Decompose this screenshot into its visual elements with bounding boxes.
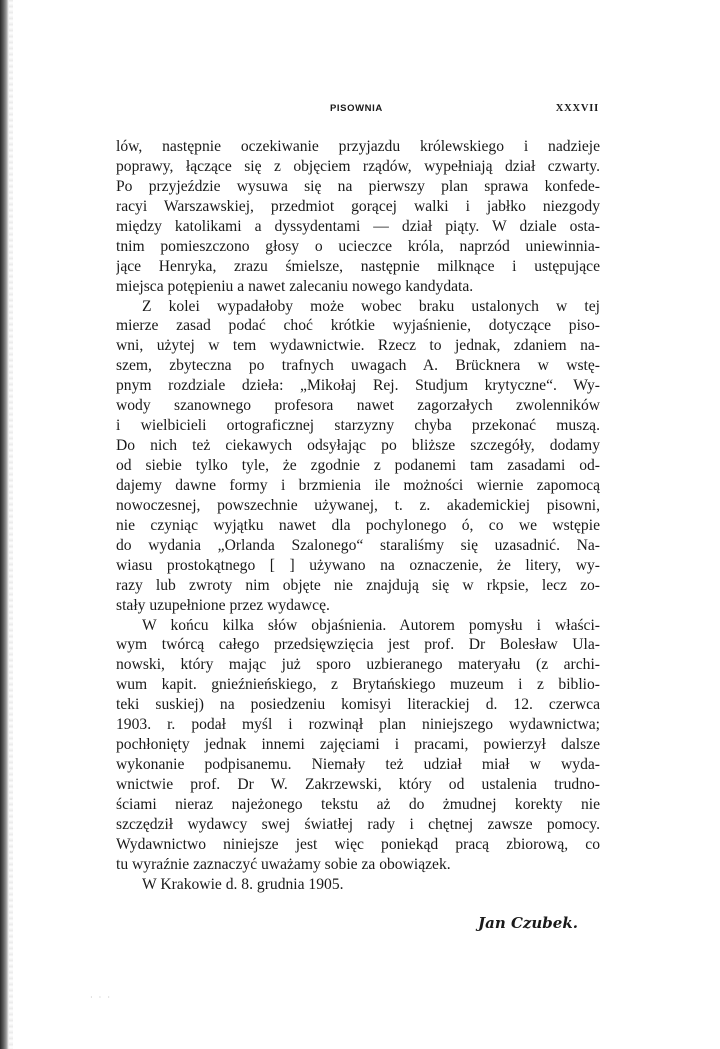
text-line: Do nich też ciekawych odsyłając po bliższe szczegóły, dodamy — [116, 437, 600, 455]
text-line: wiasu prostokątnego [ ] używano na oznaczenie, że litery, wy- — [116, 556, 600, 574]
running-title: PISOWNIA — [330, 103, 383, 114]
text-line: pnym rozdziale dzieła: „Mikołaj Rej. Studjum krytyczne“. Wy- — [116, 377, 600, 395]
text-line: mierze zasad podać choć krótkie wyjaśnienie, dotyczące piso- — [116, 317, 600, 335]
page-edge-texture — [9, 0, 13, 1049]
text-line: nie czyniąc wyjątku nawet dla pochylonego ó, co we wstępie — [116, 516, 600, 534]
text-line: 1903. r. podał myśl i rozwinął plan niniejszego wydawnictwa; — [116, 716, 600, 734]
text-line: nowoczesnej, powszechnie używanej, t. z. akademickiej pisowni, — [116, 496, 600, 514]
text-line: między katolikami a dyssydentami — dział piąty. W dziale osta- — [116, 217, 600, 235]
text-line: od siebie tylko tyle, że zgodnie z podanemi tam zasadami od- — [116, 457, 600, 474]
text-line: teki suskiej) na posiedzeniu komisyi literackiej d. 12. czerwca — [116, 696, 600, 714]
text-line: Po przyjeździe wysuwa się na pierwszy plan sprawa konfede- — [116, 177, 600, 195]
text-line: i wielbicieli ortograficznej starzyzny chyba przekonać muszą. — [116, 417, 600, 435]
text-line: razy lub zwroty nim objęte nie znajdują się w rkpsie, lecz zo- — [116, 576, 600, 594]
page-header — [116, 103, 599, 119]
text-line: szczędził wydawcy swej światłej rady i chętnej zawsze pomocy. — [116, 815, 600, 833]
author-signature: Jan Czubek. — [478, 914, 578, 932]
text-line: dajemy dawne formy i brzmienia ile możności wiernie zapomocą — [116, 476, 600, 494]
text-line: wnictwie prof. Dr W. Zakrzewski, który od ustalenia trudno- — [116, 776, 600, 793]
date-line: W Krakowie d. 8. grudnia 1905. — [142, 875, 344, 893]
text-line: wni, użytej w tem wydawnictwie. Rzecz to jednak, zdaniem na- — [116, 337, 600, 355]
page-number: XXXVII — [555, 103, 599, 114]
text-line: do wydania „Orlanda Szalonego“ staraliśmy się uzasadnić. Na- — [116, 536, 600, 554]
text-line: miejsca potępieniu a nawet zalecaniu nowego kandydata. — [116, 277, 474, 295]
text-line: stały uzupełnione przez wydawcę. — [116, 596, 330, 614]
text-line: szem, zbyteczna po trafnych uwagach A. Brücknera w wstę- — [116, 357, 600, 375]
text-line: wym twórcą całego przedsięwzięcia jest prof. Dr Bolesław Ula- — [116, 636, 600, 654]
text-line: poprawy, łączące się z objęciem rządów, wypełniają dział czwarty. — [116, 157, 600, 175]
text-line: racyi Warszawskiej, przedmiot gorącej walki i jabłko niezgody — [116, 197, 600, 215]
text-line: jące Henryka, zrazu śmielsze, następnie milknące i ustępujące — [116, 257, 600, 275]
text-line: ściami nieraz najeżonego tekstu aż do żmudnej korekty nie — [116, 795, 600, 813]
text-line: Z kolei wypadałoby może wobec braku ustalonych w tej — [142, 297, 600, 315]
book-spine-shadow — [0, 0, 9, 1049]
text-line: wody szanownego profesora nawet zagorzałych zwolenników — [116, 397, 600, 415]
body-text — [116, 137, 600, 895]
text-line: pochłonięty jednak innemi zajęciami i pracami, powierzył dalsze — [116, 736, 600, 754]
text-line: tu wyraźnie zaznaczyć uważamy sobie za obowiązek. — [116, 855, 451, 873]
scan-specks: · · · — [90, 993, 112, 1002]
text-line: tnim pomieszczono głosy o ucieczce króla, naprzód uniewinnia- — [116, 237, 600, 255]
text-line: lów, następnie oczekiwanie przyjazdu królewskiego i nadzieje — [116, 138, 600, 155]
text-line: wykonanie podpisanemu. Niemały też udział miał w wyda- — [116, 756, 600, 774]
text-line: W końcu kilka słów objaśnienia. Autorem pomysłu i właści- — [142, 616, 600, 634]
text-line: wum kapit. gnieźnieńskiego, z Brytańskiego muzeum i z biblio- — [116, 676, 600, 694]
text-line: Wydawnictwo niniejsze jest więc poniekąd pracą zbiorową, co — [116, 835, 600, 853]
text-line: nowski, który mając już sporo uzbieranego materyału (z archi- — [116, 656, 600, 674]
